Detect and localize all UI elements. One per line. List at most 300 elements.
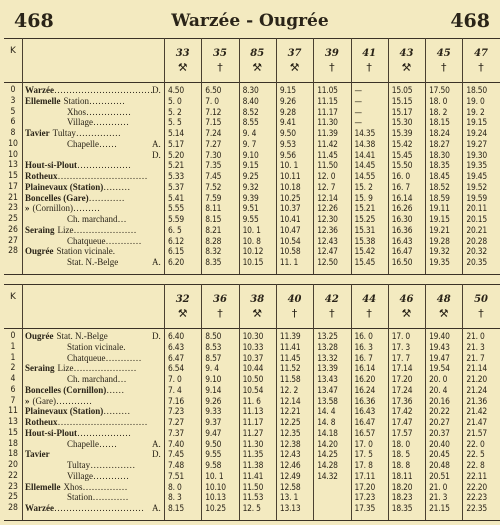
k-column-header: K [10,46,16,56]
time-cell: 11. 1 [279,257,299,267]
train-number: 43 [399,48,414,59]
station-label [25,246,115,257]
train-symbol-icon: ⚒ [177,307,188,320]
time-cell: 11.53 [242,492,264,503]
train-symbol-icon: † [478,307,484,320]
time-cell: 17.42 [391,406,413,417]
time-cell: 17. 3 [391,341,410,352]
train-symbol-icon: ⚒ [401,61,412,74]
km-value: 25 [8,492,18,503]
time-cell: 21.20 [466,374,487,384]
time-cell: 11.50 [317,160,338,171]
time-cell: 8.11 [205,203,222,214]
leader-dots: …… [106,384,125,395]
leader-dots: . [123,341,126,352]
time-cell: 5.41 [168,192,184,203]
time-cell: 16. 3 [354,341,373,352]
station-label [25,363,137,374]
station-label [25,107,131,118]
time-cell: 14. 4 [317,406,336,417]
time-cell: 8.15 [205,214,222,224]
station-sub: (Gare) [32,395,56,406]
time-cell: 7.35 [205,160,222,171]
time-cell: 12.43 [317,235,338,246]
time-cell: 9.14 [205,384,222,395]
time-cell: 12.58 [279,481,301,492]
time-cell: 10. 8 [242,235,261,246]
km-value: 20 [8,460,18,470]
table-bottom-rule [4,274,500,275]
leader-dots: …………… [90,460,136,470]
station-name: Rotheux [25,417,58,427]
time-cell: 21. 3 [429,492,448,503]
station-label [25,428,131,439]
station-label [25,331,108,342]
time-cell: 6.12 [168,235,184,246]
time-cell: 20.15 [466,214,487,224]
time-cell: 20.40 [429,438,450,449]
station-name: Tavier [25,128,50,138]
time-cell: 7.24 [205,128,222,138]
time-cell: 9.55 [205,449,222,460]
time-cell: 9.58 [205,460,222,470]
station-name: Tavier [25,449,50,460]
time-cell: 17.14 [391,363,413,374]
time-cell: 18.45 [429,171,450,181]
time-cell: 10.50 [242,374,264,384]
time-cell: 9. 7 [242,138,257,149]
time-cell: 9.28 [279,106,296,117]
time-cell: 18.24 [429,128,450,138]
station-label [25,193,125,204]
time-cell: 10.54 [242,384,264,395]
km-value: 22 [8,470,18,481]
km-value: 23 [8,481,18,492]
station-name: Hout-si-Plout [25,427,78,438]
time-cell: 9.51 [242,203,259,214]
station-label [25,257,118,268]
station-sub: Stat. N.-Belge [67,257,119,267]
train-symbol-icon: † [217,61,223,74]
station-sub: Station [67,492,93,503]
k-column-divider [22,284,23,520]
time-cell: 7. 4 [168,384,182,395]
time-cell: 10.47 [279,224,301,235]
station-label [25,150,67,161]
km-value: 13 [8,160,18,171]
time-cell: 7.45 [168,449,184,460]
time-cell: 15.50 [391,160,413,171]
time-cell: 6.50 [205,85,222,95]
time-cell: 13.28 [317,341,338,352]
time-cell: 8.40 [242,95,259,106]
time-cell: 7.59 [205,192,222,203]
time-cell: 21.47 [466,417,487,427]
station-name: Warzée [25,503,54,513]
time-cell: 11.35 [242,449,264,460]
station-name: » [25,395,30,406]
station-sub: Chatqueue [67,235,106,246]
time-cell: 17. 0 [354,438,373,449]
time-cell: 11.17 [317,106,338,117]
km-value: 25 [8,214,18,224]
time-cell: 17.36 [391,395,413,406]
time-cell: 16.36 [391,224,413,235]
time-cell: 10.37 [279,203,301,214]
station-sub: Lize [57,224,74,235]
time-cell: 11.41 [279,341,301,352]
time-cell: 15.05 [391,85,413,95]
time-cell: 20.45 [429,449,450,460]
time-cell: 9.53 [279,138,296,149]
time-cell: 11.38 [242,460,264,470]
km-value: 0 [10,85,16,95]
time-cell: 10.54 [279,235,301,246]
leader-dots: . [112,246,115,257]
time-cell: 17. 0 [391,331,410,341]
time-cell: 15.17 [391,106,413,117]
station-label [25,385,124,396]
time-cell: 10.44 [242,363,264,374]
km-value: 6 [10,117,16,128]
leader-dots: …… [99,438,117,449]
time-cell: 22.23 [466,492,487,503]
time-cell: 12.30 [317,214,338,224]
time-cell: 12. 2 [279,384,299,395]
time-cell: 16.47 [391,246,413,257]
station-label [25,160,131,171]
time-cell: 15.45 [354,257,376,267]
time-cell: 11.27 [242,427,264,438]
time-cell: 14.55 [354,171,376,181]
time-cell: 8.21 [205,224,222,235]
time-cell: 13.32 [317,352,338,363]
time-cell: 19.30 [466,149,487,160]
time-cell: 13. 1 [279,492,299,503]
km-value: 15 [8,427,18,438]
time-cell: 15.39 [391,128,413,138]
time-cell: 18.30 [429,149,450,160]
time-cell: 9.41 [279,117,296,128]
time-cell: 21.42 [466,406,487,417]
station-label [25,482,128,493]
train-symbol-icon: † [440,61,447,74]
time-cell: 18. 0 [391,438,410,449]
time-cell: 18.23 [391,492,413,503]
time-cell: 5. 5 [168,117,182,128]
km-value: 28 [8,503,18,513]
time-cell: 8.32 [205,246,222,257]
time-cell: 7.15 [205,117,222,128]
time-cell: 4.50 [168,85,184,95]
time-cell: 9. 4 [205,363,219,374]
station-name: Plainevaux (Station) [25,406,104,417]
time-cell: 5. 2 [168,106,182,117]
time-cell: 7.40 [168,438,184,449]
time-cell: 15.21 [354,203,376,214]
time-cell: 19.35 [429,257,450,267]
time-cell: 18. 5 [391,449,410,460]
km-value: 1 [10,341,16,352]
time-cell: 21.24 [466,384,487,395]
time-cell: 8.57 [205,352,222,363]
train-number: 40 [287,294,302,305]
station-label [25,96,125,107]
station-sub: Chapelle [67,438,99,449]
km-value: 27 [8,235,18,246]
time-cell: 9.55 [242,214,259,224]
train-number: 39 [324,48,339,59]
time-cell: 18.50 [466,85,487,95]
station-sub: Lize [57,363,74,374]
time-cell: 9.15 [242,160,259,171]
table-bottom-rule [4,520,500,521]
time-cell: 9.39 [242,192,259,203]
train-symbol-icon: ⚒ [401,307,412,320]
time-cell: 11.52 [279,363,301,374]
time-cell: 9.50 [205,438,222,449]
time-cell: 13.43 [317,374,338,384]
time-cell: 12.26 [317,203,338,214]
station-label [25,182,130,193]
time-cell: 16.24 [354,384,376,395]
time-cell: 20.27 [429,417,450,427]
time-cell: 11.17 [242,417,264,427]
time-cell: 12.35 [279,427,301,438]
time-cell: 21. 0 [429,481,448,492]
time-cell: 16.47 [354,417,376,427]
time-cell: 12.25 [279,417,301,427]
station-label [25,225,137,236]
time-cell: 14.32 [317,470,338,481]
station-label [25,417,148,428]
time-cell: 6.15 [168,246,184,257]
time-cell: 17.20 [354,481,376,492]
time-cell: 8. 3 [168,492,182,503]
km-value: 1 [10,352,16,363]
train-symbol-icon: † [478,61,484,74]
time-cell: 8.55 [242,117,259,128]
time-cell: 6. 5 [168,224,182,235]
station-name: Ellemelle [25,95,61,106]
station-name: Hout-si-Plout [25,160,78,171]
time-cell: 13.25 [317,331,338,341]
time-cell: 10.11 [279,171,301,181]
train-number: 46 [399,294,414,305]
time-cell: 15.15 [391,95,413,106]
time-cell: 16.14 [354,363,376,374]
time-cell: 7.45 [205,171,222,181]
time-cell: 17. 7 [391,352,410,363]
km-value: 7 [10,395,16,406]
leader-dots: …… [99,138,117,149]
time-cell: 7.12 [205,106,222,117]
time-cell: 18.27 [429,138,450,149]
time-cell: 7. 0 [205,95,219,106]
time-cell: 20.21 [466,224,487,235]
station-sub: Village [67,117,93,128]
time-cell: 15.45 [391,149,413,160]
leader-dots: …………… [75,128,121,138]
leader-dots: ………………………… [57,171,148,181]
time-cell: 8.35 [205,257,222,267]
time-cell: 16.43 [354,406,376,417]
time-cell: 6.40 [168,331,184,341]
time-cell: 10.30 [242,331,264,341]
km-value: 17 [8,181,18,192]
time-cell: 16.26 [391,203,413,214]
station-label [25,471,129,482]
time-cell: 15.38 [354,235,376,246]
time-cell: 17.47 [391,417,413,427]
time-cell: 8.53 [205,341,222,352]
time-cell: 9.56 [279,149,296,160]
time-cell: 12. 7 [317,181,336,192]
time-cell: 9.26 [279,95,296,106]
station-label [25,214,126,225]
station-label [25,139,117,150]
km-value: 11 [8,406,18,417]
time-cell: 14.18 [317,427,338,438]
time-cell: 8.50 [205,331,222,341]
time-cell: 19.28 [429,235,450,246]
arrival-departure-tag: A. [152,503,161,513]
time-cell: 16. 0 [354,331,373,341]
time-cell: 21.15 [429,503,450,513]
train-number: 45 [436,48,451,59]
time-cell: 7.23 [168,406,184,417]
time-cell: 10.25 [205,503,226,513]
train-number: 85 [250,48,265,59]
time-cell: 19.15 [466,117,487,128]
time-cell: 16.43 [391,235,413,246]
time-cell: 9.37 [205,417,222,427]
station-sub: Xhos [67,106,87,117]
time-cell: 7.52 [205,181,222,192]
time-cell: 22. 8 [466,460,485,470]
time-cell: 17.23 [354,492,376,503]
station-sub: Tultay [52,128,76,138]
time-cell: 11.58 [279,374,301,384]
time-cell: 18.20 [391,481,413,492]
time-cell: 21. 7 [466,352,485,363]
time-cell: 10.25 [279,192,301,203]
time-cell: 19.52 [466,181,487,192]
time-cell: 12.43 [279,449,301,460]
time-cell: 16. 7 [391,181,410,192]
time-cell: 9.25 [242,171,259,181]
time-cell: 10.15 [242,257,264,267]
time-cell: 16.14 [391,192,413,203]
km-value: 15 [8,171,18,181]
train-symbol-icon: † [217,307,223,320]
time-cell: 20.22 [429,406,450,417]
time-cell: 17. 8 [354,460,373,470]
train-symbol-icon: ⚒ [252,61,263,74]
time-cell: 7.51 [168,470,184,481]
timetable-warzee-ougree [4,38,500,274]
km-value: 10 [8,138,18,149]
time-cell: 17.20 [391,374,413,384]
station-label [25,374,126,385]
time-cell: 5. 0 [168,95,182,106]
time-cell: 7.16 [168,395,184,406]
km-value: 5 [10,106,16,117]
train-number: 44 [362,294,377,305]
time-cell: 12.14 [279,395,301,406]
time-cell: — [354,85,362,95]
time-cell: 14.25 [317,449,338,460]
time-cell: 9.10 [242,149,259,160]
time-cell: 12.49 [279,470,301,481]
time-cell: 11.42 [317,138,338,149]
time-cell: 5.55 [168,203,184,214]
train-symbol-icon: † [366,307,372,320]
time-cell: 21.57 [466,427,487,438]
time-cell: 11.50 [242,481,264,492]
time-cell: 14.35 [354,128,376,138]
station-name: Seraing [25,224,55,235]
time-cell: 18.35 [429,160,450,171]
time-cell: 15. 2 [354,181,373,192]
time-cell: 20.51 [429,470,450,481]
time-cell: 20. 4 [429,384,448,395]
station-sub: Ch. marchand [67,374,118,384]
time-cell: — [354,117,362,128]
time-cell: 21. 3 [466,341,485,352]
train-number: 47 [474,48,488,59]
leader-dots: …………… [82,481,128,492]
time-cell: 17.35 [354,503,376,513]
time-cell: 8.52 [242,106,259,117]
time-cell: 10. 1 [279,160,299,171]
time-cell: 19.45 [466,171,487,181]
time-cell: 6.47 [168,352,184,363]
station-sub: Stat. N.-Belge [56,331,108,341]
time-cell: 22. 0 [466,438,485,449]
time-cell: 18. 0 [429,95,448,106]
time-cell: 10.33 [242,341,264,352]
time-cell: 14. 8 [317,417,336,427]
time-cell: 20.37 [429,427,450,438]
km-value: 18 [8,449,18,460]
leader-dots: ………… [105,352,142,363]
station-label [25,85,153,96]
station-label [25,117,129,128]
time-cell: 18.15 [429,117,450,128]
time-cell: 5.59 [168,214,184,224]
arrival-departure-tag: A. [152,257,161,267]
time-cell: 6.43 [168,341,184,352]
time-cell: 7. 0 [168,374,182,384]
leader-dots: ………… [55,395,92,406]
train-symbol-icon: ⚒ [289,61,300,74]
train-number: 36 [212,294,227,305]
time-cell: 7.37 [168,427,184,438]
time-cell: 10.18 [279,181,301,192]
time-cell: 10.41 [279,214,301,224]
time-cell: 9.50 [279,128,296,138]
arrival-departure-tag: D. [152,449,161,460]
time-cell: 9.26 [205,395,222,406]
time-cell: — [354,95,362,106]
station-label [25,449,53,460]
leader-dots: ………… [88,192,125,203]
station-name: Ellemelle [25,481,61,492]
km-value: 28 [8,246,18,257]
station-label [25,128,121,139]
leader-dots: ……… [103,406,131,417]
